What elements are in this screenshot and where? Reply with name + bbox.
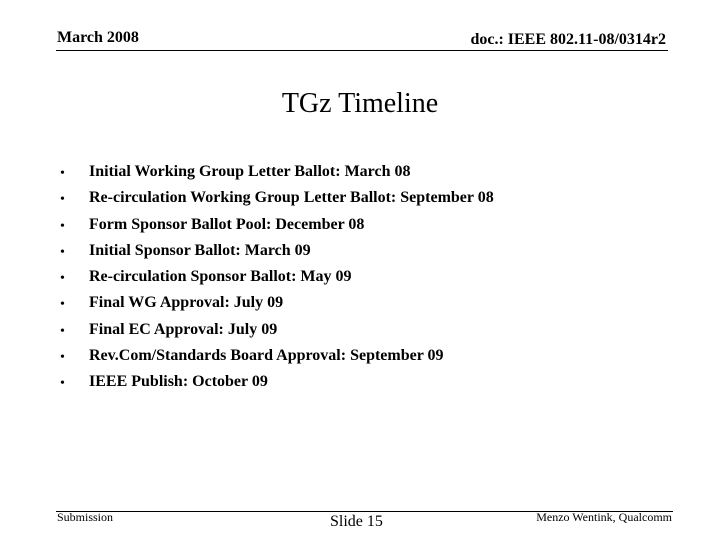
bullet-icon: • (60, 297, 65, 313)
slide-number: Slide 15 (330, 513, 383, 530)
bullet-icon: • (60, 376, 65, 392)
header-doc-id: doc.: IEEE 802.11-08/0314r2 (470, 31, 666, 48)
bullet-icon: • (60, 244, 65, 260)
bullet-text: Final EC Approval: July 09 (89, 320, 278, 338)
footer-submission: Submission (57, 510, 114, 524)
bullet-icon: • (60, 218, 65, 234)
bullet-text: Rev.Com/Standards Board Approval: September 09 (89, 347, 444, 365)
bullet-icon: • (60, 166, 65, 181)
bullet-text: Form Sponsor Ballot Pool: December 08 (89, 215, 365, 233)
bullet-icon: • (60, 323, 65, 339)
bullet-text: Re-circulation Sponsor Ballot: May 09 (89, 268, 352, 286)
bullet-text: Initial Sponsor Ballot: March 09 (89, 241, 311, 259)
footer-author: Menzo Wentink, Qualcomm (536, 510, 672, 524)
bullet-text: Re-circulation Working Group Letter Ballot: September 08 (89, 189, 494, 207)
header-rule (56, 50, 668, 51)
header-date: March 2008 (57, 29, 139, 46)
bullet-icon: • (60, 350, 65, 366)
bullet-text: IEEE Publish: October 09 (89, 373, 268, 391)
bullet-icon: • (60, 192, 65, 208)
bullet-text: Initial Working Group Letter Ballot: March 08 (89, 163, 411, 180)
bullet-icon: • (60, 271, 65, 287)
bullet-text: Final WG Approval: July 09 (89, 294, 284, 312)
slide-title: TGz Timeline (281, 88, 439, 119)
